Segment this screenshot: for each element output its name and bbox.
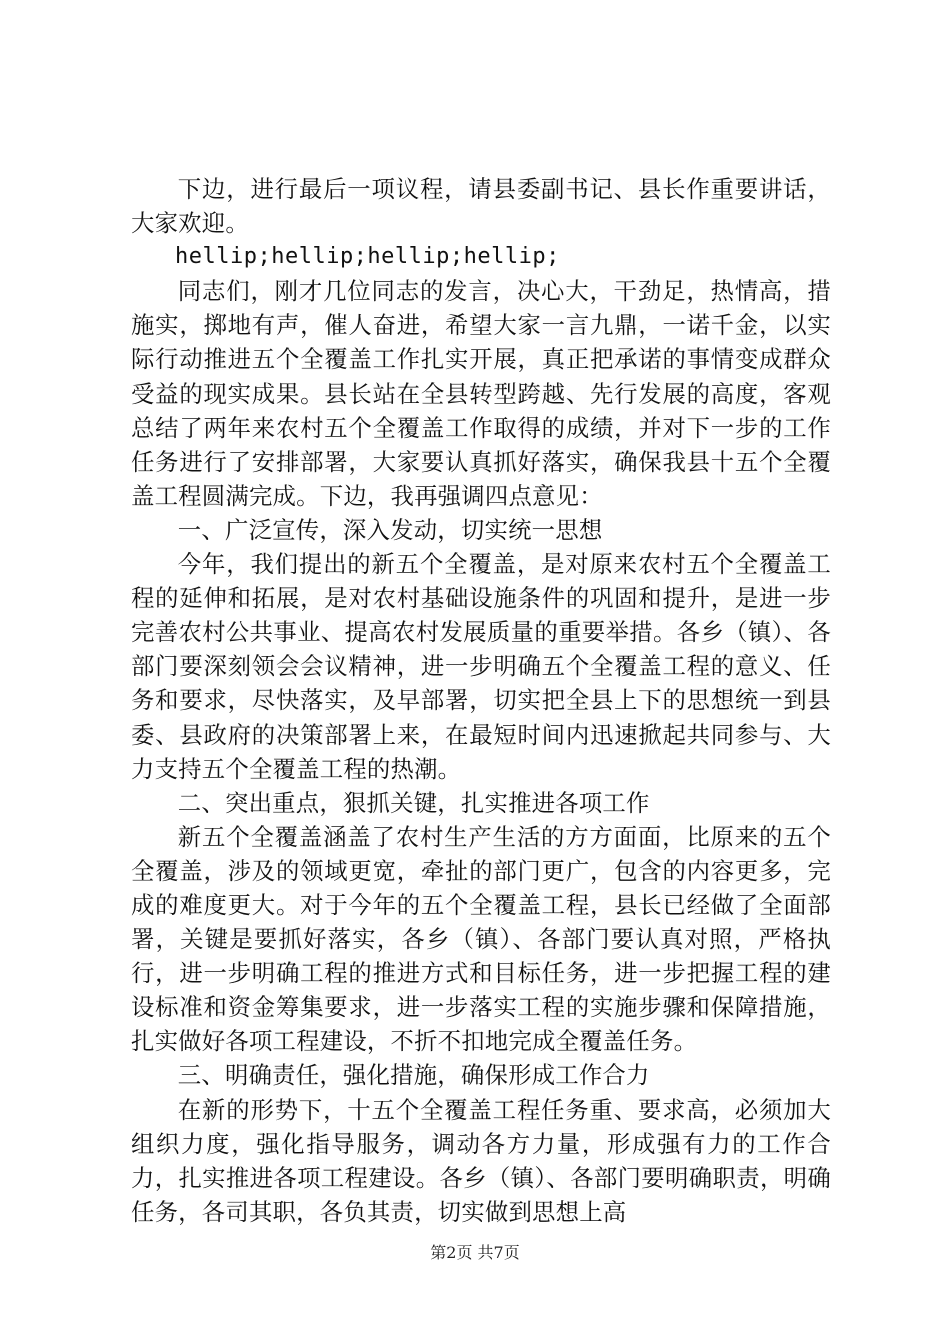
paragraph-ellipsis: hellip;hellip;hellip;hellip; [175,244,560,270]
document-body [131,172,831,1229]
section-heading-3: 三、明确责任，强化措施，确保形成工作合力 [177,1061,650,1090]
paragraph-section-3: 在新的形势下，十五个全覆盖工程任务重、要求高，必须加大组织力度，强化指导服务，调动各方力量，形成强有力的工作合力，扎实推进各项工程建设。各乡（镇）、各部门要明确职责，明确任务，各司其职，各负其责，切实做到思想上高 [131,1095,831,1226]
section-heading-2: 二、突出重点，狠抓关键，扎实推进各项工作 [177,788,650,817]
page-number-footer: 第2页 共7页 [430,1243,520,1262]
paragraph-intro: 下边，进行最后一项议程，请县委副书记、县长作重要讲话，大家欢迎。 [131,175,831,238]
section-heading-1: 一、广泛宣传，深入发动，切实统一思想 [177,515,603,544]
paragraph-section-2: 新五个全覆盖涵盖了农村生产生活的方方面面，比原来的五个全覆盖，涉及的领域更宽，牵扯的部门更广，包含的内容更多，完成的难度更大。对于今年的五个全覆盖工程，县长已经做了全面部署，关键是要抓好落实，各乡（镇）、各部门要认真对照，严格执行，进一步明确工程的推进方式和目标任务，进一步把握工程的建设标准和资金筹集要求，进一步落实工程的实施步骤和保障措施，扎实做好各项工程建设，不折不扣地完成全覆盖任务。 [131,822,831,1056]
paragraph-section-1: 今年，我们提出的新五个全覆盖，是对原来农村五个全覆盖工程的延伸和拓展，是对农村基础设施条件的巩固和提升，是进一步完善农村公共事业、提高农村发展质量的重要举措。各乡（镇）、各部门要深刻领会会议精神，进一步明确五个全覆盖工程的意义、任务和要求，尽快落实，及早部署，切实把全县上下的思想统一到县委、县政府的决策部署上来，在最短时间内迅速掀起共同参与、大力支持五个全覆盖工程的热潮。 [131,550,831,783]
paragraph-summary: 同志们，刚才几位同志的发言，决心大，干劲足，热情高，措施实，掷地有声，催人奋进，希望大家一言九鼎，一诺千金，以实际行动推进五个全覆盖工作扎实开展，真正把承诺的事情变成群众受益的现实成果。县长站在全县转型跨越、先行发展的高度，客观总结了两年来农村五个全覆盖工作取得的成绩，并对下一步的工作任务进行了安排部署，大家要认真抓好落实，确保我县十五个全覆盖工程圆满完成。下边，我再强调四点意见： [131,277,831,510]
